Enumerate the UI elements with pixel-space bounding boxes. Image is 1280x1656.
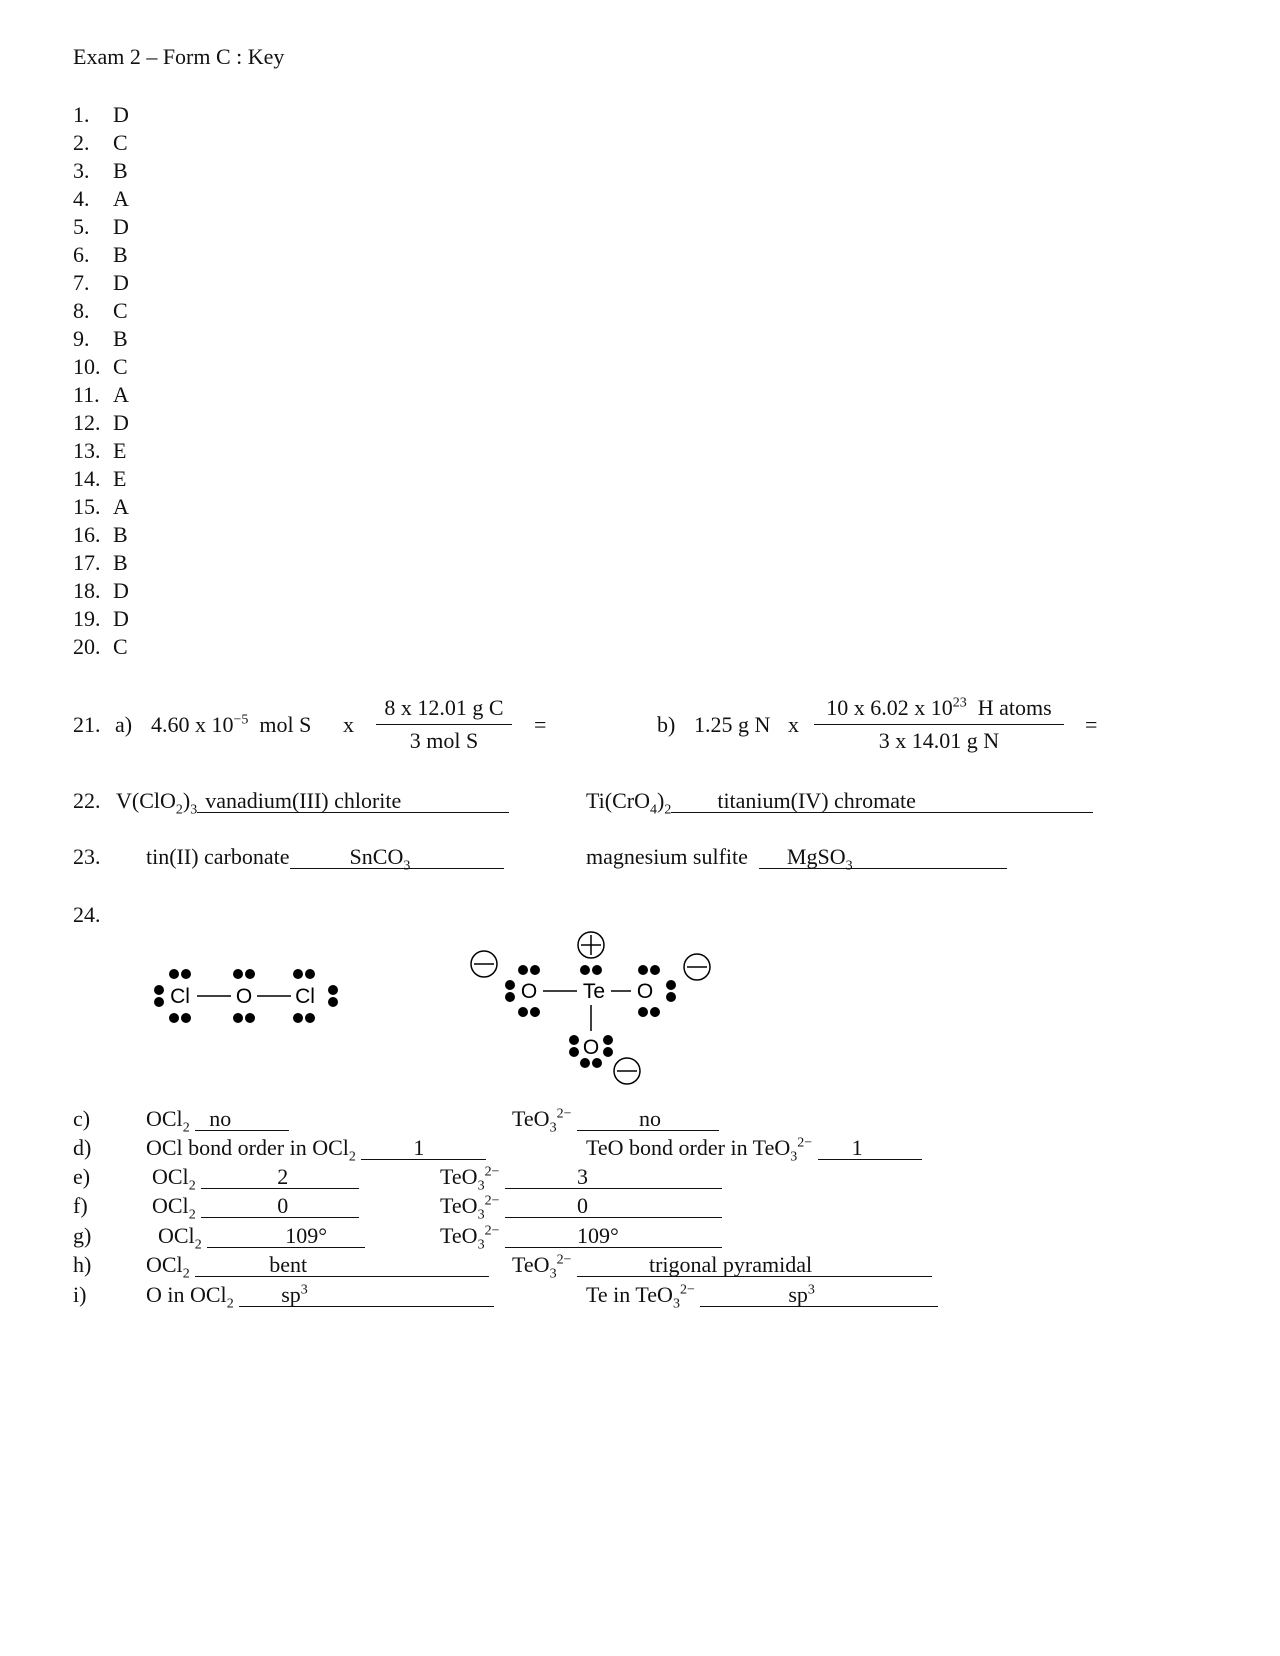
part-i-right-answer: $sp^3$ <box>700 1284 938 1307</box>
part-c-right: TeO$_3^{2-}$ no <box>512 1108 719 1131</box>
q21b-denominator: 3 x 14.01 g N <box>878 728 1000 753</box>
q21-label: 21. <box>73 712 101 737</box>
answer-row: 6. B <box>73 242 128 267</box>
part-i-left-answer: $sp^3$ <box>239 1284 494 1307</box>
part-i-label: i) <box>73 1282 87 1307</box>
part-h-label: h) <box>73 1252 92 1277</box>
answer-row: 19. D <box>73 606 129 631</box>
q23-label: 23. <box>73 844 101 869</box>
part-c-label: c) <box>73 1106 91 1131</box>
page-title: Exam 2 – Form C : Key <box>73 44 285 69</box>
part-e-left-answer: 2 <box>201 1166 359 1189</box>
multiple-choice-list <box>73 101 129 661</box>
teo3-o-right: O <box>636 980 654 1003</box>
part-d-left: OCl bond order in OCl$_2$ 1 <box>146 1137 486 1160</box>
answer-row: 1. D <box>73 102 129 127</box>
q23-left: tin(II) carbonate SnCO$_3$ <box>146 846 504 869</box>
part-g-right: TeO$_3^{2-}$ 109° <box>440 1225 722 1248</box>
answer-row: 8. C <box>73 298 128 323</box>
part-h-left-answer: bent <box>195 1254 489 1277</box>
q21a-given: 4.60 x $10^{-5}$ mol S <box>151 712 312 737</box>
answer-row: 4. A <box>73 186 129 211</box>
part-h-right: TeO$_3^{2-}$ trigonal pyramidal <box>512 1254 932 1277</box>
part-g-left-answer: 109° <box>207 1225 365 1248</box>
q22-label: 22. <box>73 788 101 813</box>
minus-charge-icon <box>614 1058 640 1084</box>
teo3-o-left: O <box>520 980 538 1003</box>
q22-left-answer: vanadium(III) chlorite <box>197 790 509 813</box>
part-e-right-answer: 3 <box>505 1166 722 1189</box>
minus-charge-icon <box>471 951 497 977</box>
ocl2-o: O <box>235 985 253 1008</box>
part-c-left-answer: no <box>195 1108 289 1131</box>
part-f-left-answer: 0 <box>201 1195 359 1218</box>
ocl2-cl-left: Cl <box>170 985 190 1008</box>
answer-row: 17. B <box>73 550 128 575</box>
part-g-left: OCl$_2$ 109° <box>158 1225 365 1248</box>
part-h-left: OCl$_2$ bent <box>146 1254 489 1277</box>
answer-row: 14. E <box>73 466 127 491</box>
minus-charge-icon <box>684 954 710 980</box>
part-c-left: OCl$_2$ no <box>146 1108 289 1131</box>
part-i-left: O in OCl$_2$ $sp^3$ <box>146 1284 494 1307</box>
q22-right: $Ti(CrO_4)_2$ titanium(IV) chromate <box>586 790 1093 813</box>
teo3-te: Te <box>582 980 606 1003</box>
q21a-denominator: 3 mol S <box>409 728 479 753</box>
part-g-right-answer: 109° <box>505 1225 722 1248</box>
q21a-label: a) <box>115 712 133 737</box>
answer-row: 18. D <box>73 578 129 603</box>
q23-right: magnesium sulfite MgSO$_3$ <box>586 846 1007 869</box>
ocl2-cl-right: Cl <box>295 985 315 1008</box>
teo3-lewis-structure <box>465 925 725 1085</box>
part-e-right: TeO$_3^{2-}$ 3 <box>440 1166 722 1189</box>
answer-row: 9. B <box>73 326 128 351</box>
answer-row: 7. D <box>73 270 129 295</box>
q21b-times: x <box>788 712 799 737</box>
q23-left-answer: SnCO$_3$ <box>290 846 504 869</box>
q21a-fraction <box>376 692 512 757</box>
answer-row: 20. C <box>73 634 128 659</box>
part-c-right-answer: no <box>577 1108 719 1131</box>
q22-left: $V(ClO_2)_3$ vanadium(III) chlorite <box>116 790 509 813</box>
answer-row: 12. D <box>73 410 129 435</box>
answer-row: 13. E <box>73 438 127 463</box>
answer-row: 2. C <box>73 130 128 155</box>
answer-row: 10. C <box>73 354 128 379</box>
answer-row: 15. A <box>73 494 129 519</box>
answer-row: 16. B <box>73 522 128 547</box>
part-d-right-answer: 1 <box>818 1137 922 1160</box>
part-f-right-answer: 0 <box>505 1195 722 1218</box>
q21a-numerator: 8 x 12.01 g C <box>376 692 512 725</box>
q21b-numerator: 10 x 6.02 x $10^{23}$ H atoms <box>814 692 1064 725</box>
part-h-right-answer: trigonal pyramidal <box>577 1254 932 1277</box>
part-i-right: Te in TeO$_3^{2-}$ $sp^3$ <box>586 1284 938 1307</box>
part-d-right: TeO bond order in TeO$_3^{2-}$ 1 <box>586 1137 922 1160</box>
answer-row: 3. B <box>73 158 128 183</box>
q21b-equals: = <box>1085 712 1098 737</box>
plus-charge-icon <box>578 932 604 958</box>
part-e-label: e) <box>73 1164 91 1189</box>
q21b-label: b) <box>657 712 676 737</box>
q23-right-answer: MgSO$_3$ <box>759 846 1007 869</box>
ocl2-lewis-structure <box>145 955 355 1035</box>
part-d-left-answer: 1 <box>361 1137 486 1160</box>
part-e-left: OCl$_2$ 2 <box>152 1166 359 1189</box>
part-f-left: OCl$_2$ 0 <box>152 1195 359 1218</box>
part-f-label: f) <box>73 1193 88 1218</box>
answer-row: 5. D <box>73 214 129 239</box>
q21b-given: 1.25 g N <box>694 712 771 737</box>
part-d-label: d) <box>73 1135 92 1160</box>
teo3-o-bottom: O <box>582 1036 600 1059</box>
part-f-right: TeO$_3^{2-}$ 0 <box>440 1195 722 1218</box>
q21b-fraction <box>814 692 1064 757</box>
q21a-times: x <box>343 712 354 737</box>
q24-label: 24. <box>73 902 101 927</box>
q21a-equals: = <box>534 712 547 737</box>
answer-row: 11. A <box>73 382 129 407</box>
part-g-label: g) <box>73 1223 92 1248</box>
q22-right-answer: titanium(IV) chromate <box>671 790 1093 813</box>
